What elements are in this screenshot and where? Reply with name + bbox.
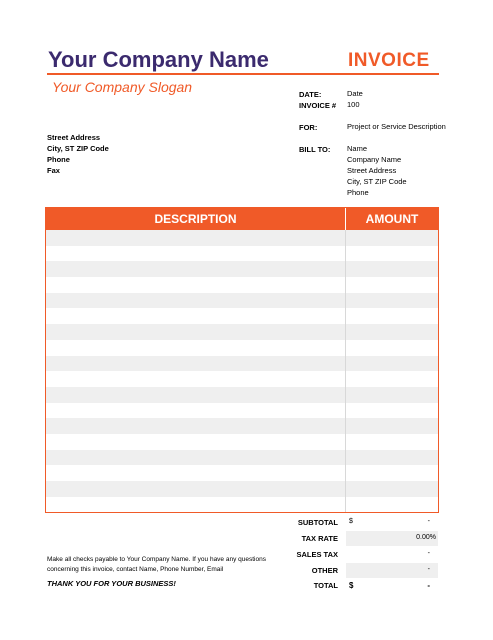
sender-phone: Phone [47,155,70,164]
description-header: DESCRIPTION [46,208,346,230]
total-currency: $ [349,581,354,590]
payment-note: Make all checks payable to Your Company Name. If you have any questions concerning this invoice, contact Name, Phone Number, Email [47,556,266,573]
amount-cell[interactable] [346,434,438,450]
subtotal-cell[interactable] [346,515,438,530]
description-cell[interactable] [46,465,346,481]
subtotal-value: - [427,518,430,525]
bill-to-block[interactable] [347,143,407,198]
date-label: DATE: [299,90,322,99]
tax-rate-cell[interactable] [346,531,438,546]
line-items-body [46,230,438,512]
bill-to-name: Name [347,144,368,153]
table-row [46,434,438,450]
table-row [46,308,438,324]
sender-address [47,132,109,176]
amount-header: AMOUNT [365,212,419,226]
description-cell[interactable] [46,324,346,340]
description-cell[interactable] [46,340,346,356]
sales-tax-value: - [427,550,430,557]
sender-fax: Fax [47,166,60,175]
table-row [46,324,438,340]
description-cell[interactable] [46,246,346,262]
table-row [46,418,438,434]
description-cell[interactable] [46,387,346,403]
tax-rate-value: 0.00% [416,534,436,541]
table-row [46,403,438,419]
bill-to-phone: Phone [347,188,369,197]
amount-cell[interactable] [346,246,438,262]
description-cell[interactable] [46,403,346,419]
date-value[interactable]: Date [347,89,363,98]
company-name: Your Company Name [48,47,269,72]
amount-cell[interactable] [346,308,438,324]
bill-to-label: BILL TO: [299,145,331,154]
amount-cell[interactable] [346,450,438,466]
other-cell[interactable] [346,563,438,578]
total-value: - [427,581,430,590]
bill-to-city: City, ST ZIP Code [347,177,407,186]
description-cell[interactable] [46,481,346,497]
sender-street: Street Address [47,133,101,142]
invoice-number-value[interactable]: 100 [347,100,360,109]
subtotal-currency: $ [349,518,353,525]
amount-cell[interactable] [346,277,438,293]
invoice-title: INVOICE [348,50,430,71]
table-row [46,277,438,293]
amount-cell[interactable] [346,418,438,434]
description-cell[interactable] [46,418,346,434]
for-value[interactable]: Project or Service Description [347,122,446,131]
header-divider [47,73,439,75]
description-cell[interactable] [46,277,346,293]
table-row [46,340,438,356]
table-row [46,465,438,481]
amount-cell[interactable] [346,497,438,513]
table-row [46,450,438,466]
thank-you-message: THANK YOU FOR YOUR BUSINESS! [47,579,176,588]
description-cell[interactable] [46,434,346,450]
description-cell[interactable] [46,308,346,324]
other-label: OTHER [311,566,338,575]
subtotal-label: SUBTOTAL [297,518,338,527]
invoice-number-label: INVOICE # [299,101,337,110]
table-row [46,261,438,277]
line-items-table [45,207,439,513]
amount-cell[interactable] [346,293,438,309]
description-cell[interactable] [46,497,346,513]
total-cell[interactable] [346,578,438,593]
amount-cell[interactable] [346,403,438,419]
table-row [46,230,438,246]
amount-cell[interactable] [346,230,438,246]
table-row [46,293,438,309]
description-cell[interactable] [46,293,346,309]
table-row [46,356,438,372]
amount-cell[interactable] [346,465,438,481]
amount-cell[interactable] [346,356,438,372]
description-cell[interactable] [46,371,346,387]
amount-cell[interactable] [346,371,438,387]
total-label: TOTAL [313,581,338,590]
table-row [46,371,438,387]
description-cell[interactable] [46,450,346,466]
for-label: FOR: [299,123,318,132]
company-slogan: Your Company Slogan [52,79,193,95]
line-items-header [46,208,438,230]
sales-tax-cell[interactable] [346,547,438,562]
sender-city: City, ST ZIP Code [47,144,109,153]
amount-cell[interactable] [346,387,438,403]
bill-to-street: Street Address [347,166,397,175]
description-cell[interactable] [46,230,346,246]
amount-cell[interactable] [346,481,438,497]
amount-cell[interactable] [346,340,438,356]
table-row [46,481,438,497]
tax-rate-label: TAX RATE [301,534,338,543]
table-row [46,387,438,403]
table-row [46,246,438,262]
sales-tax-label: SALES TAX [296,550,338,559]
other-value: - [427,566,430,573]
description-cell[interactable] [46,261,346,277]
table-row [46,497,438,513]
description-cell[interactable] [46,356,346,372]
amount-cell[interactable] [346,324,438,340]
bill-to-company: Company Name [347,155,402,164]
amount-cell[interactable] [346,261,438,277]
